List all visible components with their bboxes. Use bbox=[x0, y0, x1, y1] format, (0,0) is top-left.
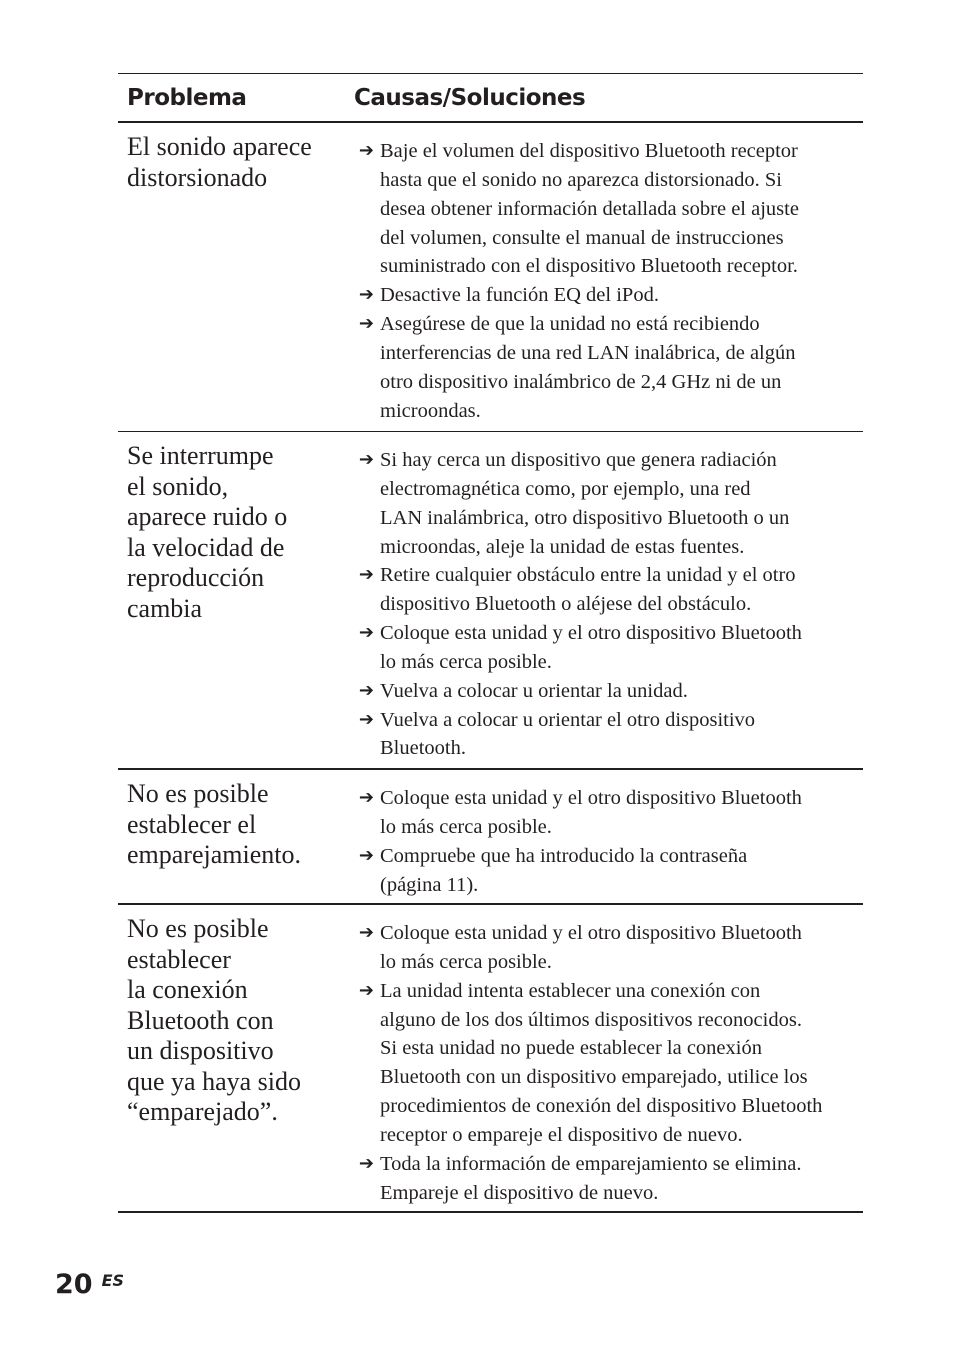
solution-line: alguno de los dos últimos dispositivos reconocidos. bbox=[380, 1008, 802, 1031]
solution-text bbox=[380, 842, 863, 900]
problem-line: “emparejado”. bbox=[127, 1097, 278, 1126]
solution-item bbox=[354, 919, 863, 977]
solution-item bbox=[354, 842, 863, 900]
solution-text bbox=[380, 977, 863, 1150]
table-row bbox=[118, 905, 863, 1213]
table-header bbox=[118, 74, 863, 123]
problem-line: No es posible bbox=[127, 914, 269, 943]
solution-line: Si esta unidad no puede establecer la conexión bbox=[380, 1037, 762, 1060]
problem-line: emparejamiento. bbox=[127, 840, 301, 869]
table-row bbox=[118, 123, 863, 432]
right-arrow-icon: ➔ bbox=[358, 313, 374, 335]
page-number: 20 bbox=[55, 1269, 93, 1300]
solution-text bbox=[380, 677, 863, 706]
solution-line: hasta que el sonido no aparezca distorsionado. Si bbox=[380, 168, 782, 191]
solution-line: Coloque esta unidad y el otro dispositivo Bluetooth bbox=[380, 622, 802, 645]
solution-line: microondas, aleje la unidad de estas fuentes. bbox=[380, 535, 745, 558]
solution-text bbox=[380, 784, 863, 842]
right-arrow-icon: ➔ bbox=[358, 979, 374, 1001]
right-arrow-icon: ➔ bbox=[358, 844, 374, 866]
solutions-cell bbox=[354, 770, 863, 903]
solutions-cell bbox=[354, 432, 863, 768]
solution-line: Baje el volumen del dispositivo Bluetooth receptor bbox=[380, 140, 798, 162]
right-arrow-icon: ➔ bbox=[358, 564, 374, 586]
right-arrow-icon: ➔ bbox=[358, 708, 374, 730]
solution-line: Empareje el dispositivo de nuevo. bbox=[380, 1181, 659, 1204]
solution-line: otro dispositivo inalámbrico de 2,4 GHz ni de un bbox=[380, 370, 782, 393]
problem-line: cambia bbox=[127, 593, 203, 623]
solution-line: lo más cerca posible. bbox=[380, 815, 552, 838]
solution-line: Asegúrese de que la unidad no está recibiendo bbox=[380, 313, 760, 336]
solution-text bbox=[380, 919, 863, 977]
problem-cell bbox=[118, 123, 354, 431]
solution-text bbox=[380, 1150, 863, 1208]
right-arrow-icon: ➔ bbox=[358, 284, 374, 306]
solution-line: electromagnética como, por ejemplo, una red bbox=[380, 477, 751, 500]
problem-line: No es posible bbox=[127, 779, 269, 808]
solution-line: receptor o empareje el dispositivo de nuevo. bbox=[380, 1123, 743, 1146]
solution-line: Vuelva a colocar u orientar el otro dispositivo bbox=[380, 708, 756, 731]
problem-line: establecer bbox=[127, 944, 231, 974]
problem-line: un dispositivo bbox=[127, 1036, 274, 1065]
solution-line: LAN inalámbrica, otro dispositivo Bluetooth o un bbox=[380, 506, 790, 529]
problem-line: la velocidad de bbox=[127, 532, 285, 562]
problem-cell bbox=[118, 905, 354, 1211]
right-arrow-icon: ➔ bbox=[358, 922, 374, 943]
solution-item bbox=[354, 977, 863, 1150]
solution-line: Si hay cerca un dispositivo que genera radiación bbox=[380, 449, 777, 471]
troubleshooting-table bbox=[118, 73, 863, 1213]
header-causes: Causas/Soluciones bbox=[354, 84, 586, 111]
solution-item bbox=[354, 706, 863, 764]
language-code: ES bbox=[101, 1271, 125, 1290]
solution-item bbox=[354, 310, 863, 425]
problem-line: distorsionado bbox=[127, 162, 268, 192]
solutions-cell bbox=[354, 123, 863, 431]
solution-text bbox=[380, 310, 863, 425]
solution-line: Toda la información de emparejamiento se elimina. bbox=[380, 1152, 802, 1175]
right-arrow-icon: ➔ bbox=[358, 1152, 374, 1174]
problem-line: el sonido, bbox=[127, 471, 229, 501]
solution-item bbox=[354, 446, 863, 561]
table-row bbox=[118, 770, 863, 905]
solution-text bbox=[380, 446, 863, 561]
table-row bbox=[118, 432, 863, 770]
solution-line: Desactive la función EQ del iPod. bbox=[380, 284, 659, 307]
solution-line: dispositivo Bluetooth o aléjese del obstáculo. bbox=[380, 593, 752, 616]
problem-line: que ya haya sido bbox=[127, 1066, 302, 1096]
header-problem: Problema bbox=[127, 84, 247, 111]
problem-cell bbox=[118, 770, 354, 903]
problem-line: El sonido aparece bbox=[127, 132, 312, 161]
table-body bbox=[118, 123, 863, 1213]
problem-line: aparece ruido o bbox=[127, 502, 288, 531]
right-arrow-icon: ➔ bbox=[358, 140, 374, 161]
solution-item bbox=[354, 137, 863, 281]
solution-item bbox=[354, 561, 863, 619]
solution-line: del volumen, consulte el manual de instrucciones bbox=[380, 226, 784, 249]
solution-item bbox=[354, 281, 863, 310]
solution-text bbox=[380, 561, 863, 619]
problem-line: reproducción bbox=[127, 563, 265, 592]
solution-line: (página 11). bbox=[380, 873, 479, 896]
problem-cell bbox=[118, 432, 354, 768]
solution-text bbox=[380, 281, 863, 310]
solution-line: Vuelva a colocar u orientar la unidad. bbox=[380, 679, 688, 702]
right-arrow-icon: ➔ bbox=[358, 622, 374, 644]
solution-line: lo más cerca posible. bbox=[380, 650, 552, 673]
right-arrow-icon: ➔ bbox=[358, 449, 374, 470]
solution-text bbox=[380, 706, 863, 764]
solutions-cell bbox=[354, 905, 863, 1211]
solution-text bbox=[380, 137, 863, 281]
solution-line: Coloque esta unidad y el otro dispositivo Bluetooth bbox=[380, 922, 802, 944]
problem-line: Bluetooth con bbox=[127, 1005, 274, 1035]
solution-line: Retire cualquier obstáculo entre la unidad y el otro bbox=[380, 564, 796, 587]
solution-line: lo más cerca posible. bbox=[380, 950, 552, 973]
solution-item bbox=[354, 619, 863, 677]
solution-line: Coloque esta unidad y el otro dispositivo Bluetooth bbox=[380, 787, 802, 809]
problem-line: establecer el bbox=[127, 809, 257, 839]
solution-line: procedimientos de conexión del dispositivo Bluetooth bbox=[380, 1095, 823, 1118]
solution-line: Bluetooth con un dispositivo emparejado, utilice los bbox=[380, 1066, 808, 1089]
solution-item bbox=[354, 784, 863, 842]
solution-line: desea obtener información detallada sobre el ajuste bbox=[380, 197, 799, 220]
right-arrow-icon: ➔ bbox=[358, 679, 374, 701]
solution-line: Compruebe que ha introducido la contraseña bbox=[380, 844, 748, 867]
solution-line: Bluetooth. bbox=[380, 737, 466, 760]
problem-line: Se interrumpe bbox=[127, 441, 274, 470]
solution-line: microondas. bbox=[380, 399, 481, 422]
solution-item bbox=[354, 1150, 863, 1208]
page-footer bbox=[55, 1267, 124, 1303]
problem-line: la conexión bbox=[127, 975, 248, 1004]
solution-line: interferencias de una red LAN inalábrica, de algún bbox=[380, 341, 796, 364]
solution-line: suministrado con el dispositivo Bluetooth receptor. bbox=[380, 255, 798, 278]
right-arrow-icon: ➔ bbox=[358, 787, 374, 808]
solution-text bbox=[380, 619, 863, 677]
solution-item bbox=[354, 677, 863, 706]
solution-line: La unidad intenta establecer una conexión con bbox=[380, 979, 761, 1002]
